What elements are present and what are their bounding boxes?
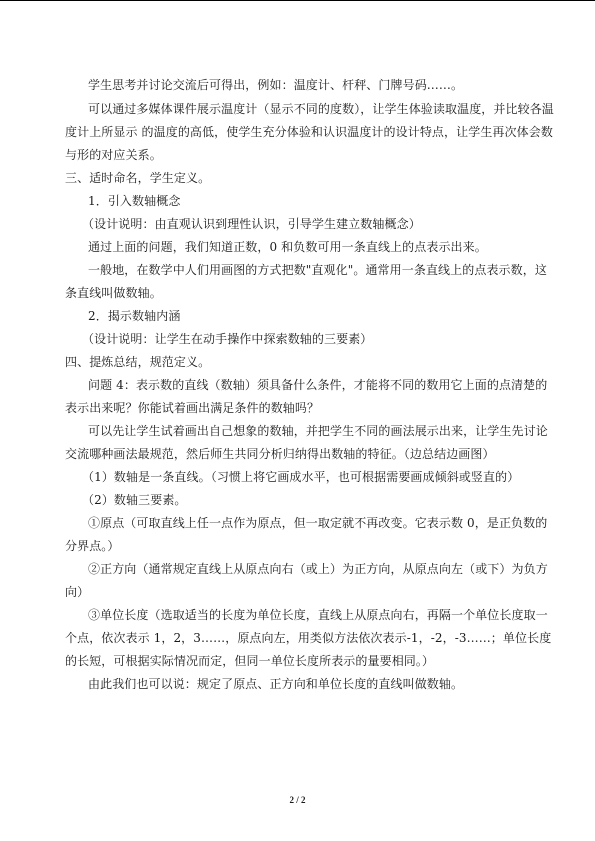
section-heading: 四、提炼总结，规范定义。	[65, 355, 211, 369]
paragraph-line: 由此我们也可以说：规定了原点、正方向和单位长度的直线叫做数轴。	[88, 677, 464, 691]
list-item: （1）数轴是一条直线。（习惯上将它画成水平，也可根据需要画成倾斜或竖直的）	[82, 470, 520, 484]
paragraph-line: 向）	[65, 585, 90, 599]
list-item: （2）数轴三要素。	[82, 493, 187, 507]
paragraph-line: 可以通过多媒体课件展示温度计（显示不同的度数），让学生体验读取温度，并比较各温	[88, 102, 554, 116]
design-note: （设计说明：让学生在动手操作中探索数轴的三要素）	[82, 332, 373, 346]
list-item: ②正方向（通常规定直线上从原点向右（或上）为正方向，从原点向左（或下）为负方	[88, 562, 548, 576]
paragraph-line: 学生思考并讨论交流后可得出，例如：温度计、杆秤、门牌号码……。	[88, 78, 464, 92]
paragraph-line: 表示出来呢？你能试着画出满足条件的数轴吗？	[65, 401, 320, 415]
subsection-heading: 2．揭示数轴内涵	[88, 309, 181, 323]
paragraph-line: 条直线叫做数轴。	[65, 286, 162, 300]
list-item: ③单位长度（选取适当的长度为单位长度，直线上从原点向右，再隔一个单位长度取一	[88, 608, 548, 622]
page-number: 2 / 2	[289, 795, 306, 805]
design-note: （设计说明：由直观认识到理性认识，引导学生建立数轴概念）	[82, 217, 421, 231]
paragraph-line: 可以先让学生试着画出自己想象的数轴，并把学生不同的画法展示出来，让学生先讨论	[88, 424, 548, 438]
paragraph-line: 的长短，可根据实际情况而定，但同一单位长度所表示的量要相同。）	[65, 654, 435, 668]
paragraph-line: 度计上所显示 的温度的高低，使学生充分体验和认识温度计的设计特点，让学生再次体会数	[65, 125, 553, 139]
paragraph-line: 与形的对应关系。	[65, 148, 162, 162]
paragraph-line: 个点，依次表示 1，2，3……，原点向左，用类似方法依次表示-1，-2，-3……；单位长度	[65, 631, 552, 645]
paragraph-line: 问题 4：表示数的直线（数轴）须具备什么条件，才能将不同的数用它上面的点清楚的	[88, 378, 548, 392]
list-item: ①原点（可取直线上任一点作为原点，但一取定就不再改变。它表示数 0，是正负数的	[88, 516, 548, 530]
paragraph-line: 一般地，在数学中人们用画图的方式把数"直观化"。通常用一条直线上的点表示数，这	[88, 263, 547, 277]
section-heading: 三、适时命名，学生定义。	[65, 171, 211, 185]
subsection-heading: 1．引入数轴概念	[88, 194, 181, 208]
paragraph-line: 交流哪种画法最规范，然后师生共同分析归纳得出数轴的特征。（边总结边画图）	[65, 447, 495, 461]
paragraph-line: 通过上面的问题，我们知道正数，0 和负数可用一条直线上的点表示出来。	[88, 240, 487, 254]
paragraph-line: 分界点。）	[65, 539, 120, 553]
